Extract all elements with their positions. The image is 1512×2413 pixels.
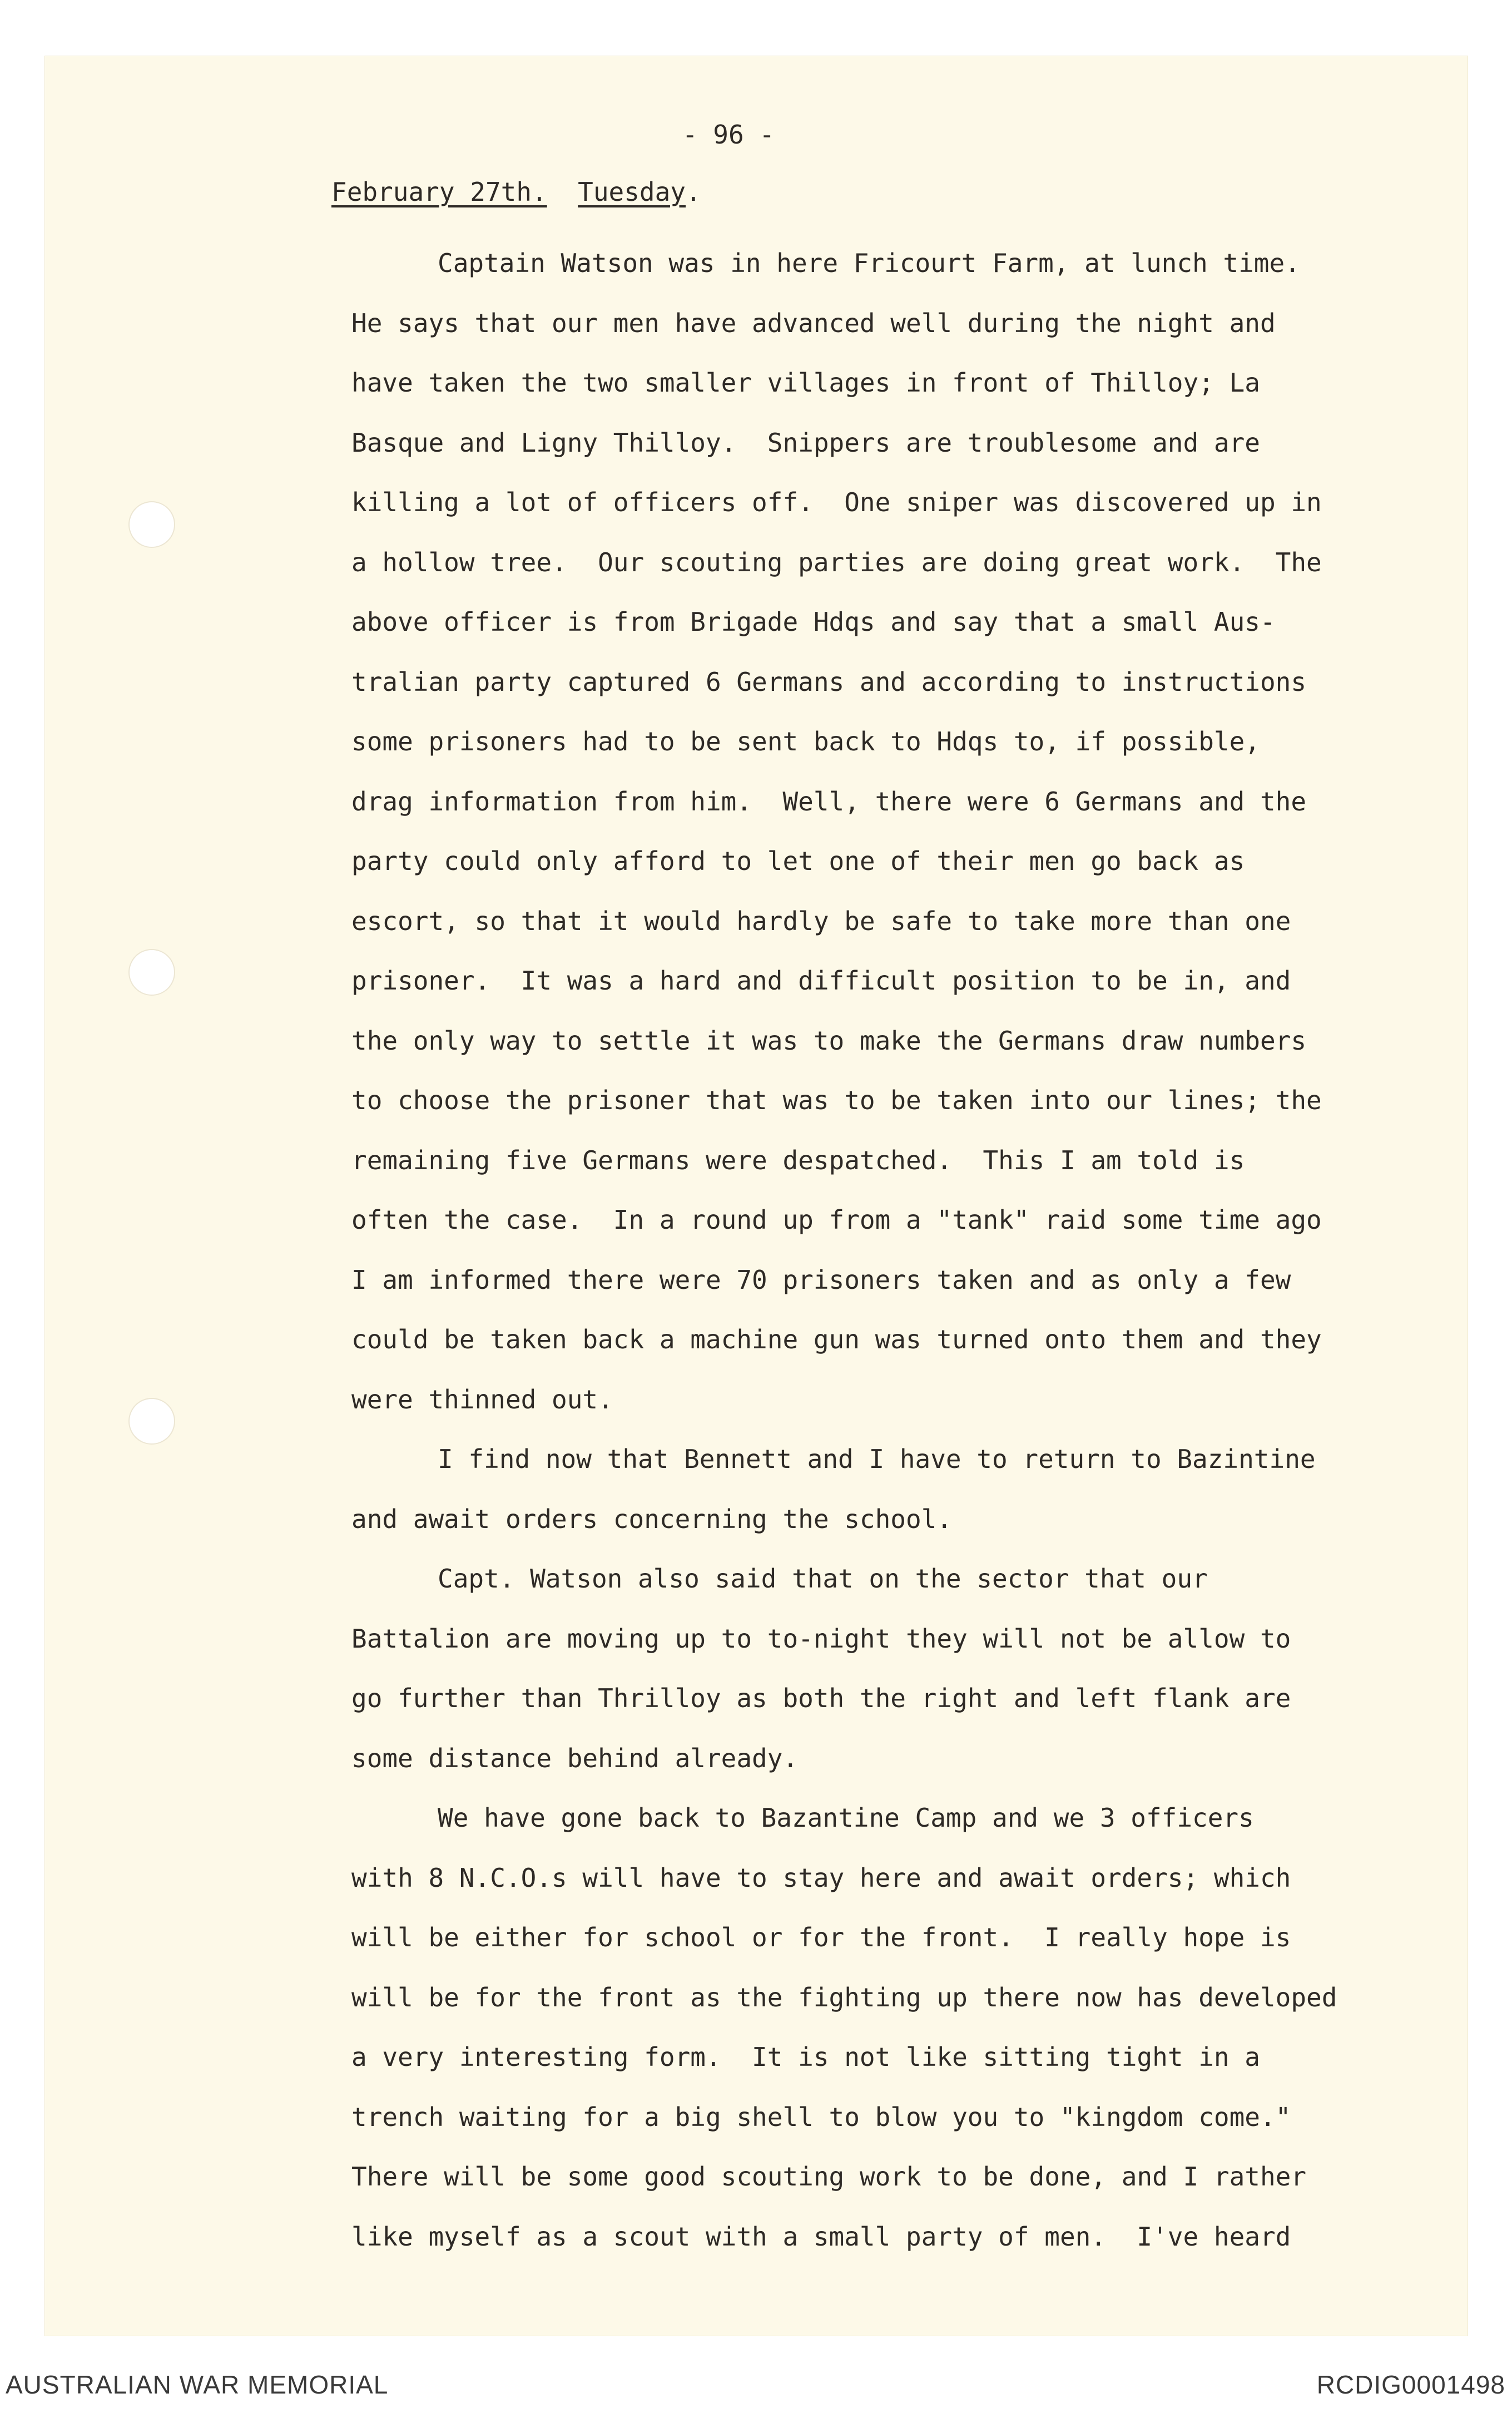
punch-hole — [128, 501, 175, 548]
text-line: were thinned out. — [351, 1384, 613, 1415]
text-line: Battalion are moving up to to-night they will not be allow to — [351, 1623, 1291, 1654]
text-line: prisoner. It was a hard and difficult position to be in, and — [351, 966, 1291, 996]
text-line: drag information from him. Well, there were 6 Germans and the — [351, 786, 1307, 817]
text-line: will be for the front as the fighting up there now has developed — [351, 1982, 1337, 2013]
text-line: There will be some good scouting work to be done, and I rather — [351, 2162, 1307, 2192]
text-line: I am informed there were 70 prisoners taken and as only a few — [351, 1264, 1291, 1295]
text-line: could be taken back a machine gun was turned onto them and they — [351, 1324, 1322, 1354]
text-line: a hollow tree. Our scouting parties are doing great work. The — [351, 547, 1322, 577]
text-line: often the case. In a round up from a "tank" raid some time ago — [351, 1205, 1322, 1235]
text-line: Captain Watson was in here Fricourt Farm, at lunch time. — [438, 248, 1300, 278]
text-line: above officer is from Brigade Hdqs and say that a small Aus- — [351, 607, 1276, 637]
text-line: will be either for school or for the front. I really hope is — [351, 1922, 1291, 1952]
text-line: trench waiting for a big shell to blow you to "kingdom come." — [351, 2102, 1291, 2132]
text-line: party could only afford to let one of their men go back as — [351, 846, 1245, 876]
text-line: tralian party captured 6 Germans and according to instructions — [351, 666, 1307, 697]
text-line: go further than Thrilloy as both the right and left flank are — [351, 1683, 1291, 1713]
text-line: some distance behind already. — [351, 1743, 799, 1773]
page-number: - 96 - — [682, 120, 775, 150]
diary-text — [351, 234, 1464, 2267]
heading-end: . — [686, 177, 701, 207]
text-line: with 8 N.C.O.s will have to stay here and await orders; which — [351, 1862, 1291, 1893]
text-line: We have gone back to Bazantine Camp and we 3 officers — [438, 1803, 1254, 1833]
text-line: Capt. Watson also said that on the sector that our — [438, 1564, 1208, 1594]
text-line: He says that our men have advanced well during the night and — [351, 308, 1276, 338]
archive-id: RCDIG0001498 — [1316, 2370, 1505, 2399]
text-line: to choose the prisoner that was to be taken into our lines; the — [351, 1085, 1322, 1115]
text-line: the only way to settle it was to make the Germans draw numbers — [351, 1025, 1307, 1056]
text-line: I find now that Bennett and I have to return to Bazintine — [438, 1444, 1316, 1474]
heading-day: Tuesday — [578, 177, 686, 207]
text-line: escort, so that it would hardly be safe to take more than one — [351, 906, 1291, 936]
entry-heading — [331, 177, 701, 207]
text-line: killing a lot of officers off. One sniper was discovered up in — [351, 487, 1322, 517]
text-line: a very interesting form. It is not like sitting tight in a — [351, 2042, 1260, 2072]
text-line: like myself as a scout with a small party of men. I've heard — [351, 2221, 1291, 2252]
text-line: some prisoners had to be sent back to Hdqs to, if possible, — [351, 726, 1260, 756]
text-line: and await orders concerning the school. — [351, 1504, 953, 1534]
text-line: have taken the two smaller villages in front of Thilloy; La — [351, 368, 1260, 398]
text-line: remaining five Germans were despatched. This I am told is — [351, 1145, 1245, 1175]
heading-date: February 27th. — [331, 177, 547, 207]
text-line: Basque and Ligny Thilloy. Snippers are troublesome and are — [351, 427, 1260, 458]
punch-hole — [128, 1398, 175, 1445]
punch-hole — [128, 949, 175, 996]
archive-credit: AUSTRALIAN WAR MEMORIAL — [6, 2370, 389, 2399]
